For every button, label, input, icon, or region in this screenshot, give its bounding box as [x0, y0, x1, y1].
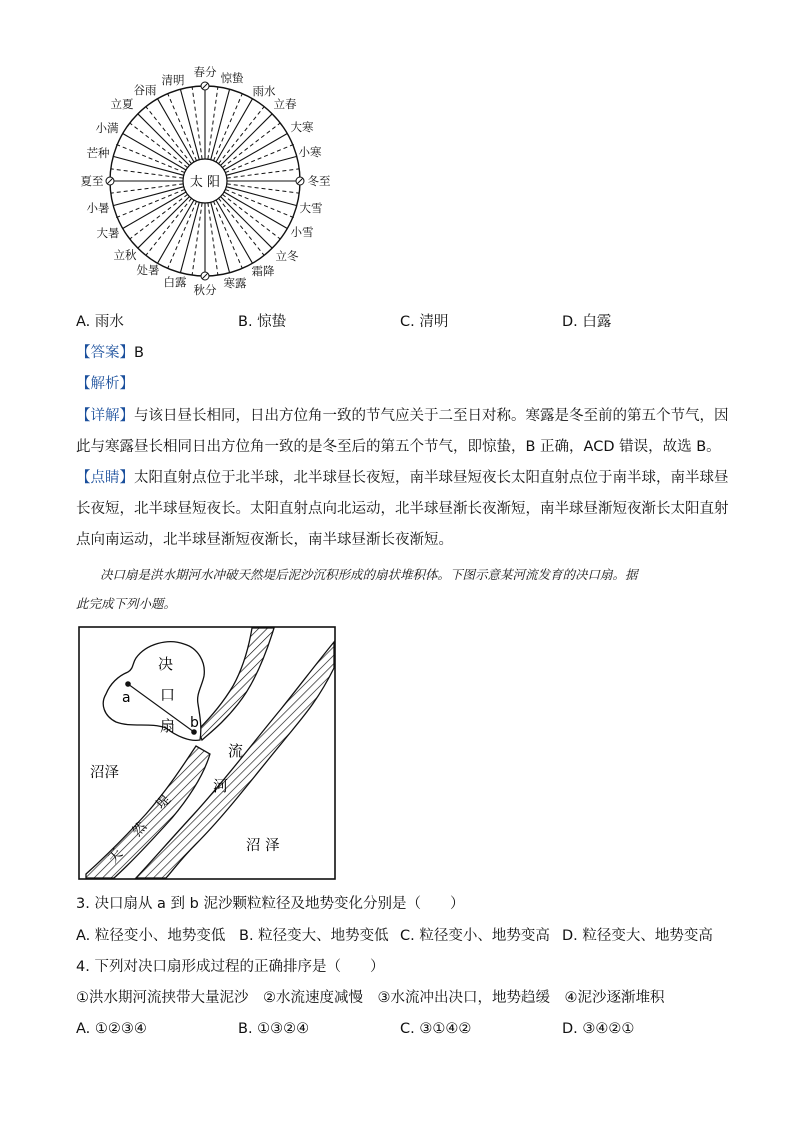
swamp-left-label: 沼泽 — [90, 765, 119, 781]
term-mangzhong: 芒种 — [86, 146, 110, 160]
q4-steps: ①洪水期河流挟带大量泥沙 ②水流速度减慢 ③水流冲出决口，地势趋缓 ④泥沙逐渐堆积 — [76, 990, 665, 1006]
q3-option-c: C. 粒径变小、地势变高 — [400, 928, 550, 944]
term-jingzhe: 惊蛰 — [220, 71, 244, 85]
solar-terms-diagram — [70, 60, 350, 300]
term-qiufen: 秋分 — [193, 283, 217, 297]
q3-option-d: D. 粒径变大、地势变高 — [562, 928, 713, 944]
term-chunfen: 春分 — [193, 65, 217, 79]
point-text-1: 太阳直射点位于北半球，北半球昼长夜短，南半球昼短夜长太阳直射点位于南半球，南半球昼 — [134, 470, 729, 486]
levee-label-2: 然 — [129, 818, 151, 840]
detail-text-1: 与该日昼长相同，日出方位角一致的节气应关于二至日对称。寒露是冬至前的第五个节气，因 — [134, 408, 729, 424]
term-guyu: 谷雨 — [133, 83, 157, 97]
term-dahan: 大寒 — [290, 120, 314, 134]
levee-label-1: 天 — [105, 845, 127, 867]
river-label-2: 河 — [213, 777, 229, 795]
fan-label-2: 口 — [160, 686, 176, 704]
answer-value: B — [134, 345, 144, 361]
q3-option-a: A. 粒径变小、地势变低 — [76, 928, 226, 944]
point-b-label: b — [190, 715, 199, 731]
point-a-label: a — [122, 690, 131, 706]
q-prev-option-b: B. 惊蛰 — [238, 314, 287, 330]
q-prev-option-d: D. 白露 — [562, 314, 612, 330]
detail-line-1 — [76, 406, 729, 426]
analysis-line — [76, 374, 134, 394]
q4-option-d: D. ③④②① — [562, 1021, 635, 1037]
analysis-label: 【解析】 — [76, 376, 134, 392]
point-label: 【点睛】 — [76, 470, 134, 486]
term-lichun: 立春 — [273, 97, 297, 111]
term-bailu: 白露 — [163, 275, 187, 289]
answer-line — [76, 343, 144, 363]
swamp-right-label: 沼 泽 — [246, 838, 280, 854]
intro-line-1: 决口扇是洪水期河水冲破天然堤后泥沙沉积形成的扇状堆积体。下图示意某河流发育的决口扇。据 — [100, 567, 638, 582]
intro-line-2: 此完成下列小题。 — [76, 596, 177, 611]
q4-stem: 4. 下列对决口扇形成过程的正确排序是（ ） — [76, 959, 385, 975]
q-prev-option-a: A. 雨水 — [76, 314, 124, 330]
term-xiazhi: 夏至 — [80, 174, 104, 188]
q4-option-a: A. ①②③④ — [76, 1021, 147, 1037]
q-prev-option-c: C. 清明 — [400, 314, 449, 330]
levee-label-3: 堤 — [153, 791, 175, 813]
fan-label-3: 扇 — [160, 717, 176, 735]
term-lixia: 立夏 — [110, 97, 134, 111]
river-label-1: 流 — [228, 742, 244, 760]
term-yushui: 雨水 — [252, 84, 276, 98]
fan-label-1: 决 — [158, 655, 174, 673]
term-dashu: 大暑 — [96, 226, 120, 240]
term-dongzhi: 冬至 — [307, 174, 331, 188]
point-line-1 — [76, 468, 729, 488]
term-chushu: 处暑 — [136, 263, 160, 277]
point-a-dot — [125, 681, 131, 687]
term-hanlu: 寒露 — [223, 276, 247, 290]
term-lidong: 立冬 — [275, 249, 299, 263]
answer-label: 【答案】 — [76, 345, 134, 361]
detail-line-2: 此与寒露昼长相同日出方位角一致的是冬至后的第五个节气，即惊蛰，B 正确，ACD 错误，故选 B。 — [76, 439, 721, 455]
point-line-2: 长夜短，北半球昼短夜长。太阳直射点向北运动，北半球昼渐长夜渐短，南半球昼渐短夜渐长太阳直射 — [76, 501, 729, 517]
point-line-3: 点向南运动，北半球昼渐短夜渐长，南半球昼渐长夜渐短。 — [76, 532, 453, 548]
sun-label: 太 阳 — [189, 175, 221, 190]
term-xiaohan: 小寒 — [298, 145, 322, 159]
term-qingming: 清明 — [161, 73, 185, 87]
term-shuangjiang: 霜降 — [251, 264, 275, 278]
q4-option-b: B. ①③②④ — [238, 1021, 310, 1037]
q4-option-c: C. ③①④② — [400, 1021, 472, 1037]
q3-stem: 3. 决口扇从 a 到 b 泥沙颗粒粒径及地势变化分别是（ ） — [76, 896, 465, 912]
term-daxue: 大雪 — [299, 201, 323, 215]
term-xiaoman: 小满 — [95, 121, 119, 135]
term-xiaoxue: 小雪 — [290, 225, 314, 239]
crevasse-splay-map — [76, 624, 338, 882]
term-liqiu: 立秋 — [113, 248, 137, 262]
term-xiaoshu: 小暑 — [86, 201, 110, 215]
q3-option-b: B. 粒径变大、地势变低 — [239, 928, 389, 944]
detail-label: 【详解】 — [76, 408, 134, 424]
